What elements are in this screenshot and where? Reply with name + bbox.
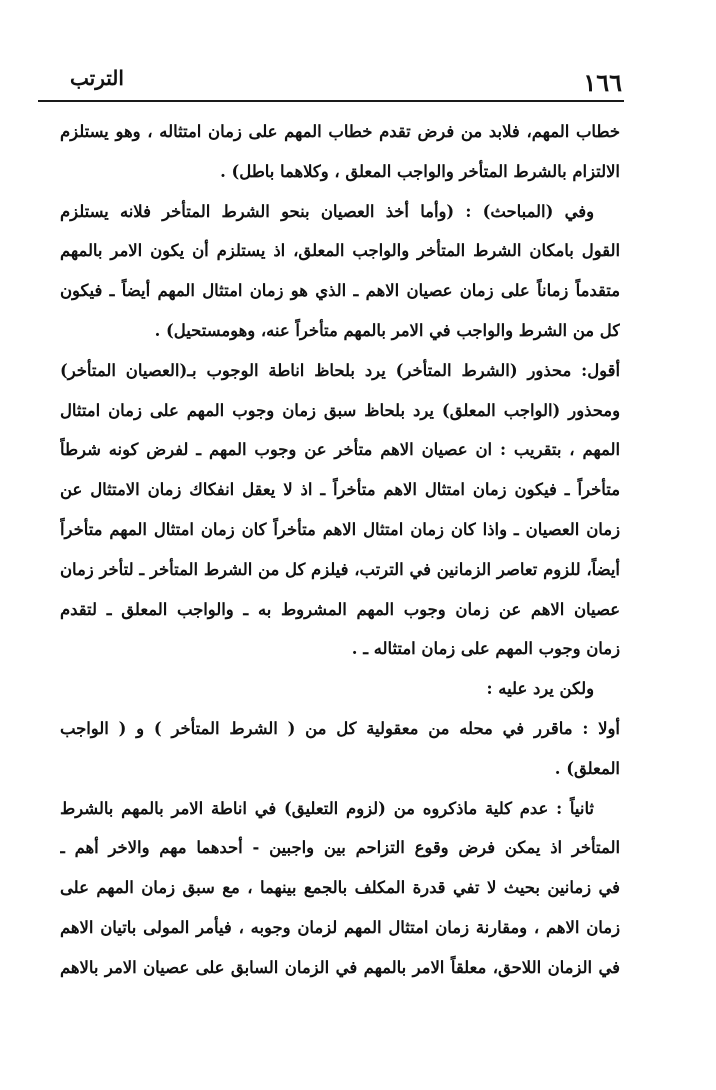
page-header bbox=[38, 62, 622, 102]
text-line: زمان الاهم ، ومقارنة زمان امتثال المهم لزمان وجوبه ، فيأمر المولى باتيان الاهم bbox=[60, 917, 620, 937]
body-text bbox=[60, 112, 620, 988]
page-number: ١٦٦ bbox=[583, 68, 622, 97]
text-line: أقول: محذور (الشرط المتأخر) يرد بلحاظ اناطة الوجوب بـ(العصيان المتأخر) bbox=[60, 360, 620, 380]
text-line: وفي (المباحث) : (وأما أخذ العصيان بنحو الشرط المتأخر فلانه يستلزم bbox=[60, 201, 594, 221]
text-line: في زمانين بحيث لا تفي قدرة المكلف بالجمع بينهما ، مع سبق زمان المهم على bbox=[60, 878, 620, 898]
text-line: متقدماً زماناً على زمان عصيان الاهم ـ الذي هو زمان امتثال المهم أيضاً ـ فيكون bbox=[60, 281, 620, 301]
text-line: الالتزام بالشرط المتأخر والواجب المعلق ، وكلاهما باطل) . bbox=[220, 161, 620, 181]
text-line: زمان العصيان ـ واذا كان زمان امتثال الاهم متأخراً كان زمان امتثال المهم متأخراً bbox=[60, 519, 620, 539]
text-line: متأخراً ـ فيكون زمان امتثال الاهم متأخراً ـ اذ لا يعقل انفكاك زمان الامتثال عن bbox=[60, 480, 620, 500]
text-line: أولا : ماقرر في محله من معقولية كل من ( الشرط المتأخر ) و ( الواجب bbox=[60, 718, 620, 738]
text-line: في الزمان اللاحق، معلقاً الامر بالمهم في الزمان السابق على عصيان الامر بالاهم bbox=[60, 957, 620, 977]
text-line: القول بامكان الشرط المتأخر والواجب المعلق، اذ يستلزم أن يكون الامر بالمهم bbox=[60, 241, 620, 261]
text-line: أيضاً، للزوم تعاصر الزمانين في الترتب، فيلزم كل من الشرط المتأخر ـ لتأخر زمان bbox=[60, 559, 620, 579]
text-line: المعلق) . bbox=[554, 758, 620, 778]
text-line: المهم ، بتقريب : ان عصيان الاهم متأخر عن وجوب المهم ـ لفرض كونه شرطاً bbox=[60, 440, 620, 460]
text-line: خطاب المهم، فلابد من فرض تقدم خطاب المهم على زمان امتثاله ، وهو يستلزم bbox=[60, 122, 620, 141]
running-title: الترتب bbox=[70, 66, 124, 90]
text-line: عصيان الاهم عن زمان وجوب المهم المشروط به ـ والواجب المعلق ـ لتقدم bbox=[60, 599, 620, 619]
header-rule bbox=[38, 100, 624, 102]
text-line: المتأخر اذ يمكن فرض وقوع التزاحم بين واجبين - أحدهما مهم والاخر أهم ـ bbox=[60, 838, 620, 858]
text-line: ومحذور (الواجب المعلق) يرد بلحاظ سبق زمان وجوب المهم على زمان امتثال bbox=[60, 400, 620, 420]
text-line: زمان وجوب المهم على زمان امتثاله ـ . bbox=[351, 639, 620, 659]
text-line: كل من الشرط والواجب في الامر بالمهم متأخراً عنه، وهومستحيل) . bbox=[154, 320, 620, 340]
text-line: ثانياً : عدم كلية ماذكروه من (لزوم التعليق) في اناطة الامر بالمهم بالشرط bbox=[60, 798, 594, 818]
text-line: ولكن يرد عليه : bbox=[486, 679, 594, 699]
